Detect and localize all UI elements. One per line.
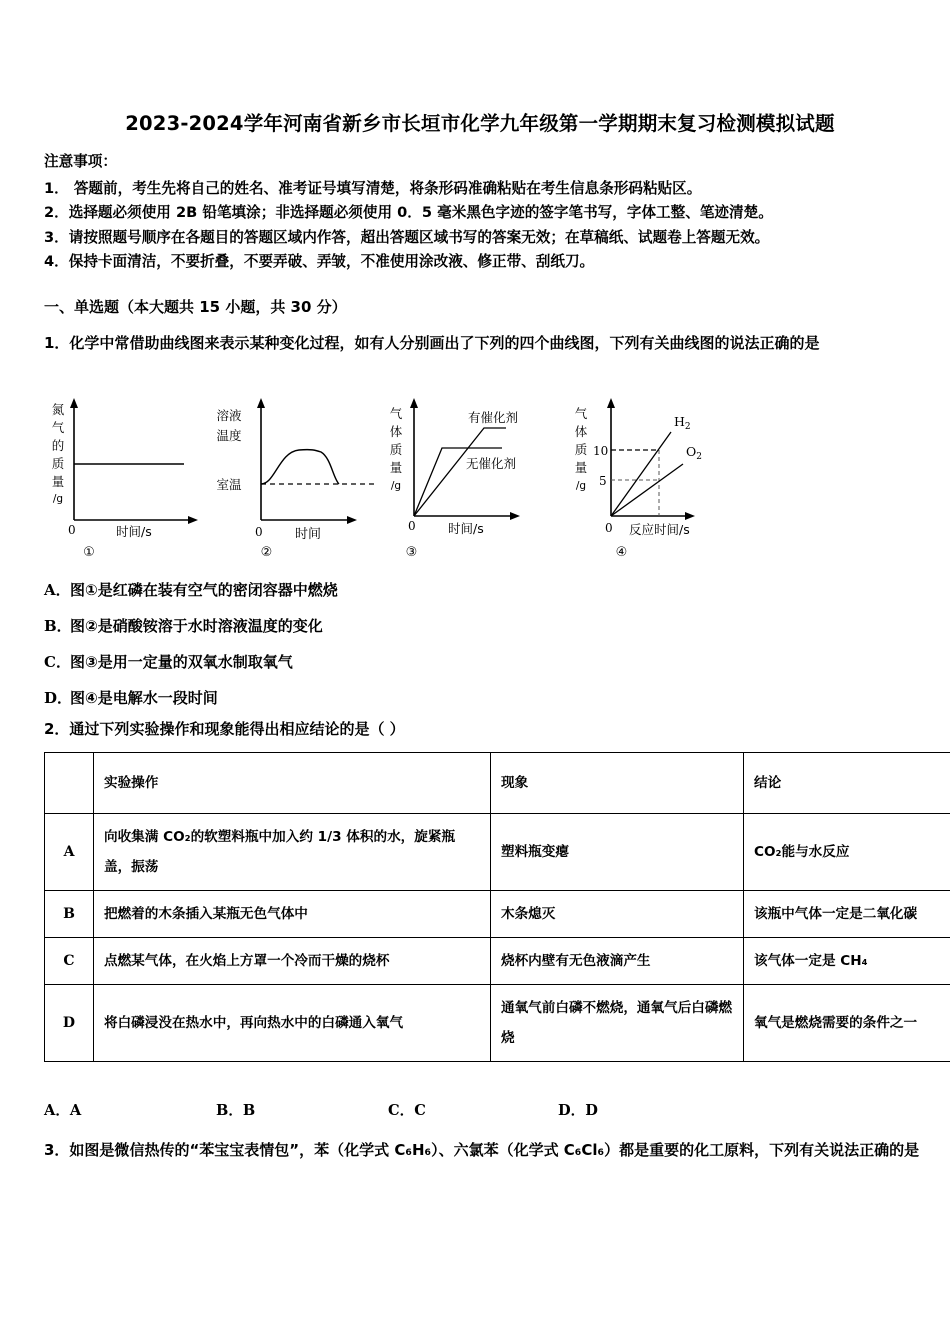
figure-1-number: ① xyxy=(83,545,95,560)
svg-text:室温: 室温 xyxy=(216,477,242,492)
figure-3-series-label-nocatalyst: 无催化剂 xyxy=(466,456,517,471)
option-c[interactable] xyxy=(44,644,644,680)
figure-3-series-label-catalyst: 有催化剂 xyxy=(468,410,519,425)
question-2-stem: 2．通过下列实验操作和现象能得出相应结论的是（ ） xyxy=(44,720,405,738)
notice-block xyxy=(44,150,924,275)
svg-text:量: 量 xyxy=(574,460,588,475)
figure-4 xyxy=(559,392,754,562)
option-d-text: 图④是电解水一段时间 xyxy=(70,689,218,707)
figure-4-svg xyxy=(559,392,754,542)
question-1-options xyxy=(44,572,644,716)
question-2-answers xyxy=(44,1099,744,1123)
figure-2 xyxy=(199,392,384,562)
page-title: 2023-2024学年河南省新乡市长垣市化学九年级第一学期期末复习检测模拟试题 xyxy=(125,112,835,135)
figure-3-number: ③ xyxy=(405,545,418,560)
notice-item-3: 3．请按照题号顺序在各题目的答题区域内作答，超出答题区域书写的答案无效；在草稿纸、试题卷上答题无效。 xyxy=(44,228,770,246)
table-row xyxy=(45,938,950,985)
svg-text:量: 量 xyxy=(389,460,403,475)
svg-text:氮: 氮 xyxy=(51,402,65,417)
answer-option-b[interactable]: B．B xyxy=(216,1102,256,1119)
answer-option-c[interactable]: C．C xyxy=(388,1102,426,1119)
table-row xyxy=(45,891,950,938)
option-d-label: D． xyxy=(44,689,73,707)
svg-text:溶液: 溶液 xyxy=(216,408,242,423)
question-1-figures xyxy=(44,392,744,562)
svg-text:的: 的 xyxy=(51,438,65,453)
row-b-conclusion: 该瓶中气体一定是二氧化碳 xyxy=(744,891,950,938)
figure-1-svg xyxy=(44,392,214,542)
section-heading: 一、单选题（本大题共 15 小题，共 30 分） xyxy=(44,298,347,316)
table-header-phenomenon: 现象 xyxy=(491,753,744,814)
option-b-label: B． xyxy=(44,617,72,635)
option-a-label: A． xyxy=(44,581,71,599)
experiment-table xyxy=(44,752,950,1062)
svg-text:时间: 时间 xyxy=(295,527,322,542)
row-b-phenomenon: 木条熄灭 xyxy=(491,891,744,938)
question-3-stem: 3．如图是微信热传的“苯宝宝表情包”，苯（化学式 C₆H₆）、六氯苯（化学式 C₆Cl₆）都是重要的化工原料，下列有关说法正确的是 xyxy=(44,1141,920,1159)
answer-option-d[interactable]: D．D xyxy=(558,1102,598,1119)
svg-text:0: 0 xyxy=(68,523,76,537)
option-c-text: 图③是用一定量的双氧水制取氧气 xyxy=(70,653,293,671)
table-row xyxy=(45,985,950,1062)
row-d-phenomenon: 通氧气前白磷不燃烧，通氧气后白磷燃烧 xyxy=(491,985,744,1062)
row-a-conclusion: CO₂能与水反应 xyxy=(744,814,950,891)
figure-3 xyxy=(374,392,569,562)
option-d[interactable] xyxy=(44,680,644,716)
figure-4-series-label-o2: $O_2$ xyxy=(686,444,702,462)
figure-2-svg xyxy=(199,392,384,542)
notice-heading: 注意事项： xyxy=(44,153,117,170)
svg-text:时间/s: 时间/s xyxy=(116,524,152,539)
question-1-stem: 1．化学中常借助曲线图来表示某种变化过程，如有人分别画出了下列的四个曲线图，下列有关曲线图的说法正确的是 xyxy=(44,334,820,352)
figure-3-svg xyxy=(374,392,569,542)
svg-text:温度: 温度 xyxy=(216,428,242,443)
svg-text:体: 体 xyxy=(574,424,588,439)
option-b-text: 图②是硝酸铵溶于水时溶液温度的变化 xyxy=(70,617,323,635)
svg-text:0: 0 xyxy=(605,521,613,535)
row-key-c: C xyxy=(45,938,94,985)
svg-text:质: 质 xyxy=(51,456,65,471)
answer-option-a[interactable]: A．A xyxy=(44,1102,82,1119)
svg-text:质: 质 xyxy=(389,442,403,457)
figure-4-number: ④ xyxy=(615,545,628,560)
svg-text:气: 气 xyxy=(389,406,403,421)
figure-4-series-label-h2: $H_2$ xyxy=(674,414,691,432)
row-c-operation: 点燃某气体，在火焰上方罩一个冷而干燥的烧杯 xyxy=(94,938,491,985)
figure-1 xyxy=(44,392,214,562)
option-b[interactable] xyxy=(44,608,644,644)
notice-item-4: 4．保持卡面清洁，不要折叠，不要弄破、弄皱，不准使用涂改液、修正带、刮纸刀。 xyxy=(44,253,595,270)
svg-text:/g: /g xyxy=(52,493,64,505)
table-row xyxy=(45,814,950,891)
notice-item-1: 1． 答题前，考生先将自己的姓名、准考证号填写清楚，将条形码准确粘贴在考生信息条形码粘贴区。 xyxy=(44,179,702,197)
table-header-operation: 实验操作 xyxy=(94,753,491,814)
row-b-operation: 把燃着的木条插入某瓶无色气体中 xyxy=(94,891,491,938)
row-a-operation: 向收集满 CO₂的软塑料瓶中加入约 1/3 体积的水，旋紧瓶盖，振荡 xyxy=(94,814,491,891)
table-header-key xyxy=(45,753,94,814)
svg-text:/g: /g xyxy=(390,480,402,492)
svg-text:时间/s: 时间/s xyxy=(448,521,484,536)
svg-text:/g: /g xyxy=(575,480,587,492)
figure-4-ytick-10: 10 xyxy=(593,444,609,458)
row-d-operation: 将白磷浸没在热水中，再向热水中的白磷通入氧气 xyxy=(94,985,491,1062)
svg-text:0: 0 xyxy=(255,525,263,539)
figure-2-number: ② xyxy=(260,545,273,560)
option-a[interactable] xyxy=(44,572,644,608)
option-c-label: C． xyxy=(44,653,71,671)
table-header-conclusion: 结论 xyxy=(744,753,950,814)
table-header-row xyxy=(45,753,950,814)
row-c-phenomenon: 烧杯内壁有无色液滴产生 xyxy=(491,938,744,985)
svg-text:体: 体 xyxy=(389,424,403,439)
notice-item-2: 2．选择题必须使用 2B 铅笔填涂；非选择题必须使用 0．5 毫米黑色字迹的签字笔书写，字体工整、笔迹清楚。 xyxy=(44,204,773,221)
svg-text:气: 气 xyxy=(574,406,588,421)
svg-text:质: 质 xyxy=(574,442,588,457)
svg-text:0: 0 xyxy=(408,519,416,533)
row-key-b: B xyxy=(45,891,94,938)
svg-text:气: 气 xyxy=(51,420,65,435)
row-a-phenomenon: 塑料瓶变瘪 xyxy=(491,814,744,891)
row-key-d: D xyxy=(45,985,94,1062)
row-key-a: A xyxy=(45,814,94,891)
svg-text:量: 量 xyxy=(51,474,65,489)
svg-text:反应时间/s: 反应时间/s xyxy=(629,522,690,537)
row-c-conclusion: 该气体一定是 CH₄ xyxy=(744,938,950,985)
row-d-conclusion: 氧气是燃烧需要的条件之一 xyxy=(744,985,950,1062)
figure-4-ytick-5: 5 xyxy=(599,474,607,488)
option-a-text: 图①是红磷在装有空气的密闭容器中燃烧 xyxy=(70,581,338,599)
